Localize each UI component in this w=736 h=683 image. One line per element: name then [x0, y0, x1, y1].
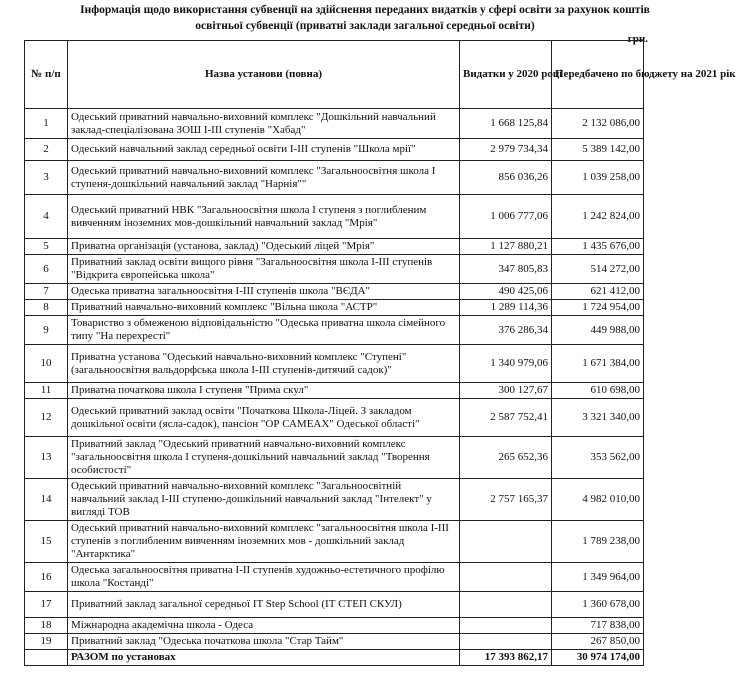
spent-2020: 1 289 114,36 — [460, 300, 552, 316]
planned-2021: 717 838,00 — [552, 618, 644, 634]
row-number: 8 — [25, 300, 68, 316]
total-planned-2021: 30 974 174,00 — [552, 650, 644, 666]
column-header-spent-2020: Видатки у 2020 році — [460, 41, 552, 109]
institution-name: Приватний заклад "Одеська початкова школа "Стар Тайм" — [68, 634, 460, 650]
row-number: 3 — [25, 161, 68, 195]
institution-name: Приватний навчально-виховний комплекс "Вільна школа "АСТР" — [68, 300, 460, 316]
spent-2020: 1 668 125,84 — [460, 109, 552, 139]
planned-2021: 2 132 086,00 — [552, 109, 644, 139]
row-number: 11 — [25, 383, 68, 399]
planned-2021: 353 562,00 — [552, 437, 644, 479]
row-number: 7 — [25, 284, 68, 300]
spent-2020: 347 805,83 — [460, 255, 552, 284]
institution-name: Одеський приватний навчально-виховний комплекс "загальноосвітня школа І-ІІІ ступенів з поглибленим вивченням іноземних мов - дошкільний заклад "Антарктика" — [68, 521, 460, 563]
planned-2021: 267 850,00 — [552, 634, 644, 650]
institution-name: Приватна початкова школа І ступеня "Прима скул" — [68, 383, 460, 399]
table-row — [25, 592, 644, 618]
planned-2021: 1 724 954,00 — [552, 300, 644, 316]
spent-2020 — [460, 634, 552, 650]
planned-2021: 1 435 676,00 — [552, 239, 644, 255]
institution-name: Одеський навчальний заклад середньої освіти І-ІІІ ступенів "Школа мрії" — [68, 139, 460, 161]
table-row — [25, 109, 644, 139]
table-header-row — [25, 41, 644, 109]
spent-2020: 1 127 880,21 — [460, 239, 552, 255]
spent-2020: 265 652,36 — [460, 437, 552, 479]
table-row — [25, 618, 644, 634]
spent-2020 — [460, 563, 552, 592]
row-number: 9 — [25, 316, 68, 345]
document-title: Інформація щодо використання субвенції на здійснення переданих видатків у сфері освіти за рахунок коштів освітньої субвенції (приватні заклади загальної середньої освіти) — [80, 4, 650, 32]
table-row — [25, 284, 644, 300]
spent-2020: 2 757 165,37 — [460, 479, 552, 521]
row-number: 12 — [25, 399, 68, 437]
spent-2020: 1 006 777,06 — [460, 195, 552, 239]
planned-2021: 1 360 678,00 — [552, 592, 644, 618]
table-row — [25, 139, 644, 161]
planned-2021: 621 412,00 — [552, 284, 644, 300]
institution-name: Одеський приватний навчально-виховний комплекс "Дошкільний навчальний заклад-спеціалізована ЗОШ І-ІІІ ступенів "Хабад" — [68, 109, 460, 139]
table-row — [25, 437, 644, 479]
spent-2020: 2 979 734,34 — [460, 139, 552, 161]
institution-name: Одеська загальноосвітня приватна І-ІІ ступенів художньо-естетичного профілю школа "Костанді" — [68, 563, 460, 592]
institution-name: Одеський приватний заклад освіти "Початкова Школа-Ліцей. З закладом дошкільної освіти (ясла-садок), пансіон "ОР САМЕАХ" Одеської області" — [68, 399, 460, 437]
column-header-name: Назва установи (повна) — [68, 41, 460, 109]
table-row — [25, 563, 644, 592]
planned-2021: 1 671 384,00 — [552, 345, 644, 383]
table-row — [25, 521, 644, 563]
spent-2020 — [460, 618, 552, 634]
table-row — [25, 316, 644, 345]
row-number: 1 — [25, 109, 68, 139]
row-number: 4 — [25, 195, 68, 239]
table-row — [25, 479, 644, 521]
planned-2021: 1 789 238,00 — [552, 521, 644, 563]
institution-name: Одеська приватна загальноосвітня І-ІІІ ступенів школа "ВЄДА" — [68, 284, 460, 300]
total-spent-2020: 17 393 862,17 — [460, 650, 552, 666]
currency-unit: грн. — [627, 33, 648, 45]
planned-2021: 1 242 824,00 — [552, 195, 644, 239]
row-number: 5 — [25, 239, 68, 255]
subsidy-table — [24, 40, 736, 666]
total-number — [25, 650, 68, 666]
total-label: РАЗОМ по установах — [68, 650, 460, 666]
institution-name: Приватний заклад "Одеський приватний навчально-виховний комплекс "загальноосвітня школа І ступеня-дошкільний навчальний заклад "Творення особистості" — [68, 437, 460, 479]
spent-2020: 300 127,67 — [460, 383, 552, 399]
planned-2021: 514 272,00 — [552, 255, 644, 284]
spent-2020: 376 286,34 — [460, 316, 552, 345]
spent-2020 — [460, 592, 552, 618]
institution-name: Одеський приватний навчально-виховний комплекс "Загальноосвітній навчальний заклад І-ІІІ ступеню-дошкільний навчальний заклад "Інтелект" у вигляді ТОВ — [68, 479, 460, 521]
row-number: 10 — [25, 345, 68, 383]
table-row — [25, 255, 644, 284]
spent-2020: 856 036,26 — [460, 161, 552, 195]
spent-2020: 490 425,06 — [460, 284, 552, 300]
row-number: 16 — [25, 563, 68, 592]
planned-2021: 3 321 340,00 — [552, 399, 644, 437]
institution-name: Приватна організація (установа, заклад) "Одеський ліцей "Мрія" — [68, 239, 460, 255]
institution-name: Одеський приватний НВК "Загальноосвітня школа І ступеня з поглибленим вивченням іноземних мов-дошкільний навчальний заклад "Мрія" — [68, 195, 460, 239]
table-row — [25, 399, 644, 437]
row-number: 17 — [25, 592, 68, 618]
institution-name: Приватний заклад освіти вищого рівня "Загальноосвітня школа І-ІІІ ступенів "Відкрита європейська школа" — [68, 255, 460, 284]
planned-2021: 1 039 258,00 — [552, 161, 644, 195]
planned-2021: 4 982 010,00 — [552, 479, 644, 521]
row-number: 15 — [25, 521, 68, 563]
spent-2020: 1 340 979,06 — [460, 345, 552, 383]
planned-2021: 610 698,00 — [552, 383, 644, 399]
row-number: 13 — [25, 437, 68, 479]
institution-name: Міжнародна академічна школа - Одеса — [68, 618, 460, 634]
planned-2021: 449 988,00 — [552, 316, 644, 345]
institution-name: Приватний заклад загальної середньої IT Step School (ІТ СТЕП СКУЛ) — [68, 592, 460, 618]
table-row — [25, 195, 644, 239]
spent-2020: 2 587 752,41 — [460, 399, 552, 437]
planned-2021: 5 389 142,00 — [552, 139, 644, 161]
planned-2021: 1 349 964,00 — [552, 563, 644, 592]
table-row — [25, 383, 644, 399]
column-header-planned-2021: Передбачено по бюджету на 2021 рік — [552, 41, 644, 109]
row-number: 6 — [25, 255, 68, 284]
table-row — [25, 239, 644, 255]
institution-name: Одеський приватний навчально-виховний комплекс "Загальноосвітня школа І ступеня-дошкільний навчальний заклад "Нарнія"" — [68, 161, 460, 195]
table-row — [25, 161, 644, 195]
table-row — [25, 345, 644, 383]
row-number: 2 — [25, 139, 68, 161]
table-row — [25, 300, 644, 316]
table-row — [25, 634, 644, 650]
row-number: 18 — [25, 618, 68, 634]
spent-2020 — [460, 521, 552, 563]
institution-name: Товариство з обмеженою відповідальністю "Одеська приватна школа сімейного типу "На перехресті" — [68, 316, 460, 345]
row-number: 14 — [25, 479, 68, 521]
institution-name: Приватна установа "Одеський навчально-виховний комплекс "Ступені" (загальноосвітня вальдорфська школа І-ІІІ ступенів-дитячий садок)" — [68, 345, 460, 383]
column-header-number: № п/п — [25, 41, 68, 109]
row-number: 19 — [25, 634, 68, 650]
total-row — [25, 650, 644, 666]
